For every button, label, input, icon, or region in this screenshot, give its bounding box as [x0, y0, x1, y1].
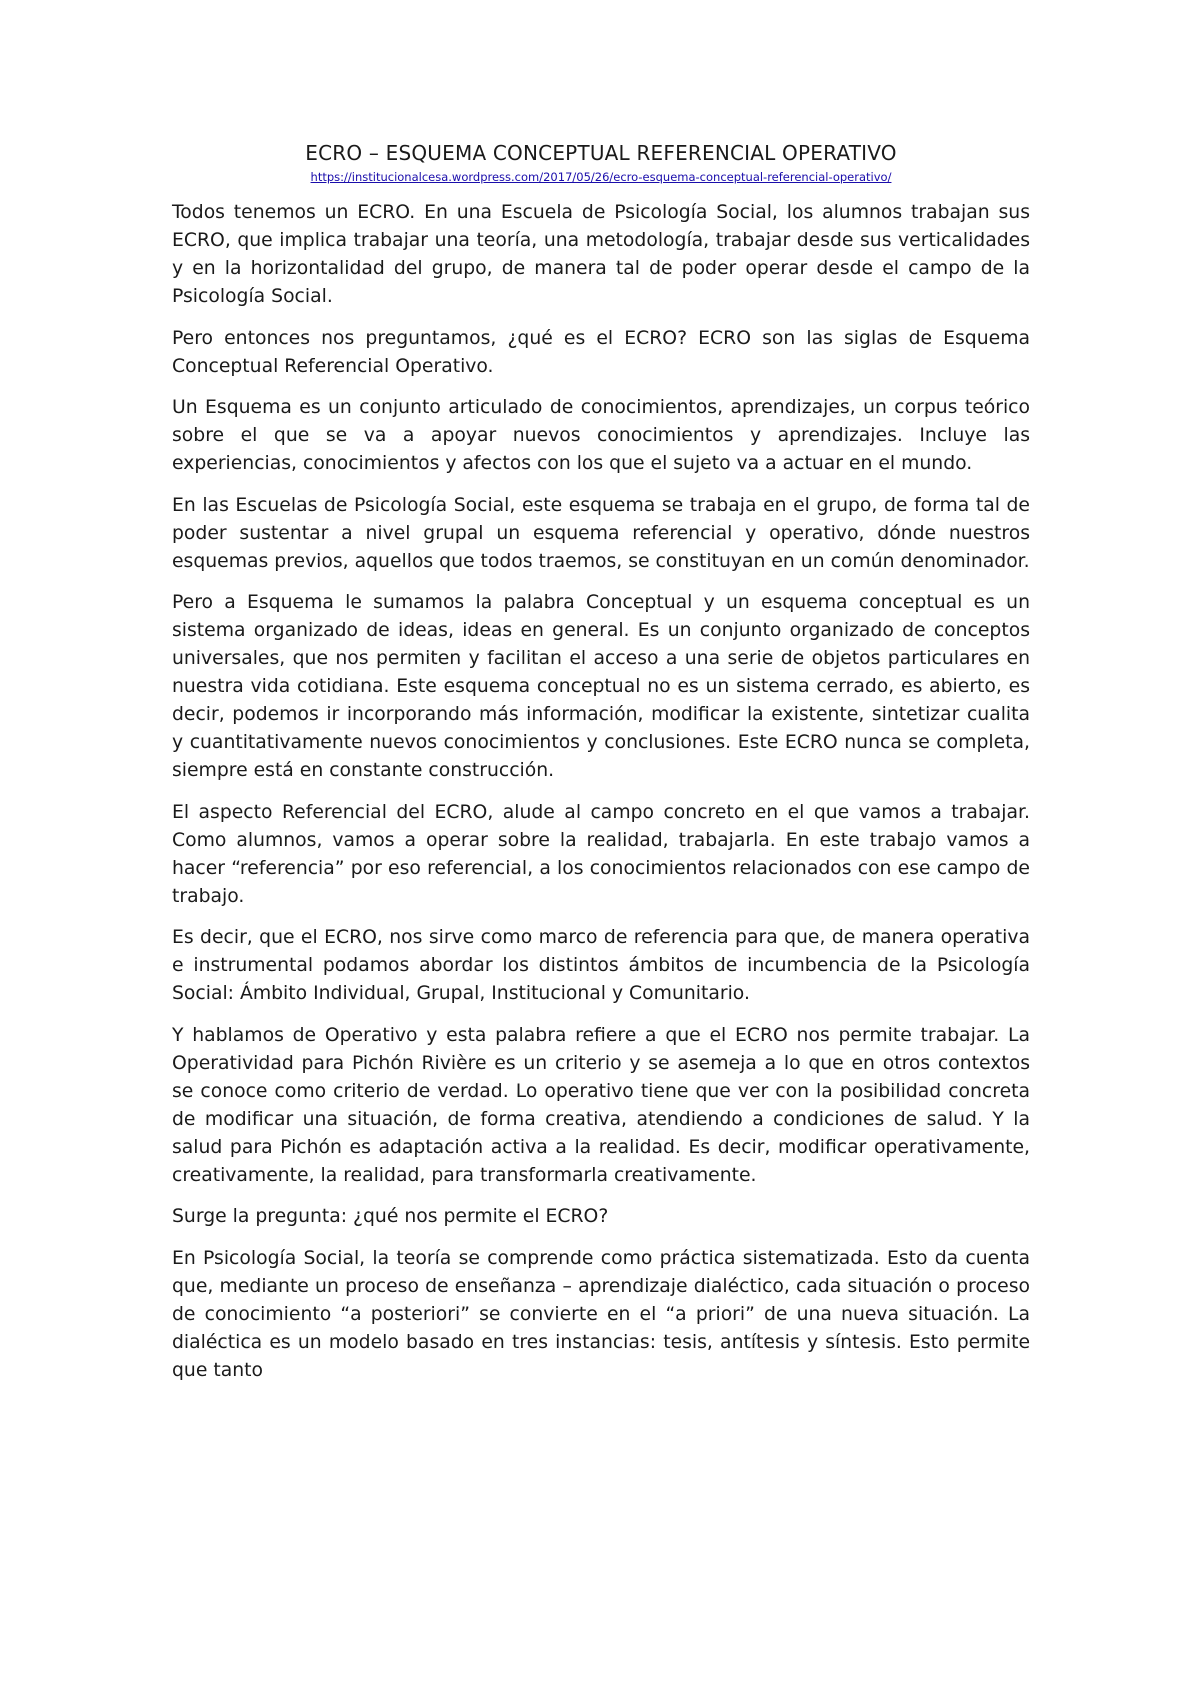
paragraph: En Psicología Social, la teoría se comprende como práctica sistematizada. Esto da cuenta que, mediante un proceso de enseñanza – aprendizaje dialéctico, cada situación o proceso de conocimiento “a posteriori” se convierte en el “a priori” de una nueva situación. La dialéctica es un modelo basado en tres instancias: tesis, antítesis y síntesis. Esto permite que tanto [172, 1247, 1030, 1381]
paragraph: Surge la pregunta: ¿qué nos permite el ECRO? [172, 1206, 609, 1227]
paragraph: Todos tenemos un ECRO. En una Escuela de Psicología Social, los alumnos trabajan sus ECRO, que implica trabajar una teoría, una metodología, trabajar desde sus verticalidades y en la horizontalidad del grupo, de manera tal de poder operar desde el campo de la Psicología Social. [172, 202, 1030, 307]
document-page [172, 140, 1030, 1398]
document-body [172, 199, 1030, 1385]
paragraph: Pero entonces nos preguntamos, ¿qué es el ECRO? ECRO son las siglas de Esquema Conceptual Referencial Operativo. [172, 327, 1030, 377]
paragraph: Pero a Esquema le sumamos la palabra Conceptual y un esquema conceptual es un sistema organizado de ideas, ideas en general. Es un conjunto organizado de conceptos universales, que nos permiten y facilitan el acceso a una serie de objetos particulares en nuestra vida cotidiana. Este esquema conceptual no es un sistema cerrado, es abierto, es decir, podemos ir incorporando más información, modificar la existente, sintetizar cualita y cuantitativamente nuevos conocimientos y conclusiones. Este ECRO nunca se completa, siempre está en constante construcción. [172, 592, 1030, 781]
paragraph: En las Escuelas de Psicología Social, este esquema se trabaja en el grupo, de forma tal de poder sustentar a nivel grupal un esquema referencial y operativo, dónde nuestros esquemas previos, aquellos que todos traemos, se constituyan en un común denominador. [172, 494, 1030, 572]
paragraph: Es decir, que el ECRO, nos sirve como marco de referencia para que, de manera operativa e instrumental podamos abordar los distintos ámbitos de incumbencia de la Psicología Social: Ámbito Individual, Grupal, Institucional y Comunitario. [172, 927, 1030, 1004]
paragraph: Y hablamos de Operativo y esta palabra refiere a que el ECRO nos permite trabajar. La Operatividad para Pichón Rivière es un criterio y se asemeja a lo que en otros contextos se conoce como criterio de verdad. Lo operativo tiene que ver con la posibilidad concreta de modificar una situación, de forma creativa, atendiendo a condiciones de salud. Y la salud para Pichón es adaptación activa a la realidad. Es decir, modificar operativamente, creativamente, la realidad, para transformarla creativamente. [172, 1024, 1030, 1186]
paragraph: El aspecto Referencial del ECRO, alude al campo concreto en el que vamos a trabajar. Como alumnos, vamos a operar sobre la realidad, trabajarla. En este trabajo vamos a hacer “referencia” por eso referencial, a los conocimientos relacionados con ese campo de trabajo. [172, 801, 1030, 907]
document-title: ECRO – ESQUEMA CONCEPTUAL REFERENCIAL OPERATIVO [305, 141, 897, 165]
paragraph: Un Esquema es un conjunto articulado de conocimientos, aprendizajes, un corpus teórico sobre el que se va a apoyar nuevos conocimientos y aprendizajes. Incluye las experiencias, conocimientos y afectos con los que el sujeto va a actuar en el mundo. [172, 397, 1030, 474]
source-link[interactable]: https://institucionalcesa.wordpress.com/2017/05/26/ecro-esquema-conceptual-referencial-operativo/ [310, 170, 892, 184]
